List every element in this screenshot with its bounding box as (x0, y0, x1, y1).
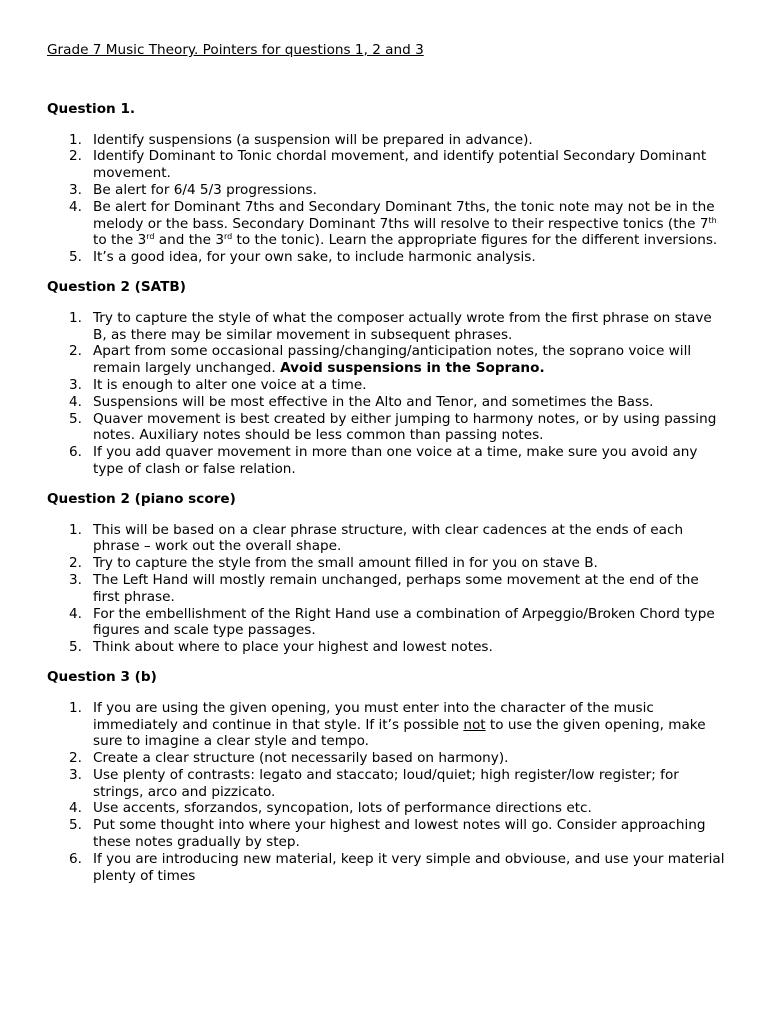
list-item (47, 555, 728, 572)
list-item-number: 1. (69, 131, 82, 148)
text-run: This will be based on a clear phrase structure, with clear cadences at the ends of each phrase – work out the overall shape. (93, 521, 684, 555)
text-run: Put some thought into where your highest and lowest notes will go. Consider approaching these notes gradually by step. (93, 817, 706, 851)
list-item-text (93, 411, 716, 444)
section-heading: Question 1. (47, 100, 136, 117)
superscript-text: rd (223, 232, 233, 242)
list-item-text (93, 199, 717, 249)
list-item-text (93, 851, 725, 884)
text-run: If you are introducing new material, keep it very simple and obviouse, and use your material plenty of times (93, 850, 725, 884)
superscript-text: rd (146, 232, 155, 242)
text-run: Be alert for 6/4 5/3 progressions. (93, 181, 317, 198)
text-run: Use accents, sforzandos, syncopation, lots of performance directions etc. (93, 800, 592, 817)
list-item-number: 1. (69, 521, 82, 538)
list-item (47, 132, 728, 149)
list-item-number: 1. (69, 699, 82, 716)
text-run: Identify suspensions (a suspension will be prepared in advance). (93, 131, 533, 148)
text-run: If you add quaver movement in more than one voice at a time, make sure you avoid any type of clash or false relation. (93, 444, 698, 477)
list-item-text (93, 767, 679, 800)
underlined-text: not (463, 716, 486, 733)
text-run: Suspensions will be most effective in the Alto and Tenor, and sometimes the Bass. (93, 393, 654, 410)
list-item-number: 6. (69, 850, 82, 867)
list-item-text (93, 522, 683, 555)
section-heading: Question 3 (b) (47, 668, 157, 685)
text-run: and the 3 (154, 232, 224, 249)
list-item-number: 3. (69, 766, 82, 783)
list-item (47, 767, 728, 801)
list-item-number: 5. (69, 639, 82, 656)
list-item (47, 199, 728, 249)
list-item-text (93, 817, 706, 850)
list-item-text (93, 182, 317, 198)
list-item (47, 377, 728, 394)
list-item-text (93, 572, 699, 605)
list-item (47, 411, 728, 445)
list-item-number: 2. (69, 750, 82, 767)
list-item (47, 750, 728, 767)
list-item-text (93, 639, 493, 655)
list-item-text (93, 343, 691, 376)
text-run: It is enough to alter one voice at a time. (93, 376, 367, 393)
section-heading: Question 2 (SATB) (47, 278, 186, 295)
text-run: For the embellishment of the Right Hand use a combination of Arpeggio/Broken Chord type figures and scale type passages. (93, 605, 715, 639)
list-item (47, 572, 728, 606)
list-item-number: 2. (69, 148, 82, 165)
list-item (47, 343, 728, 377)
list-item-text (93, 310, 712, 343)
list-item (47, 394, 728, 411)
list-item-text (93, 800, 592, 816)
list-item (47, 444, 728, 478)
list-item-number: 4. (69, 800, 82, 817)
list-item-number: 5. (69, 817, 82, 834)
text-run: Try to capture the style from the small amount filled in for you on stave B. (93, 555, 598, 572)
list-item-number: 4. (69, 393, 82, 410)
list-item (47, 249, 728, 266)
text-run: Apart from some occasional passing/changing/anticipation notes, the soprano voice will remain largely unchanged. (93, 343, 692, 377)
list-item-number: 4. (69, 198, 82, 215)
text-run: Try to capture the style of what the composer actually wrote from the first phrase on stave B, as there may be similar movement in subsequent phrases. (93, 309, 712, 343)
text-run: It’s a good idea, for your own sake, to include harmonic analysis. (93, 249, 536, 266)
text-run: Use plenty of contrasts: legato and staccato; loud/quiet; high register/low register; for strings, arco and pizzicato. (93, 766, 679, 800)
list-item (47, 851, 728, 885)
list-item (47, 800, 728, 817)
list-item-text (93, 555, 598, 571)
numbered-list (47, 700, 728, 885)
section-heading: Question 2 (piano score) (47, 490, 236, 507)
list-item-text (93, 394, 654, 410)
list-item-text (93, 606, 715, 639)
list-item-number: 2. (69, 343, 82, 360)
list-item (47, 639, 728, 656)
list-item-text (93, 700, 706, 750)
list-item-text (93, 750, 508, 766)
list-item-text (93, 132, 533, 148)
text-run: to the tonic). Learn the appropriate figures for the different inversions. (232, 232, 718, 249)
list-item-text (93, 444, 697, 477)
list-item-number: 2. (69, 555, 82, 572)
list-item-number: 3. (69, 571, 82, 588)
text-run: to the 3 (93, 232, 147, 249)
list-item (47, 817, 728, 851)
list-item-number: 5. (69, 249, 82, 266)
list-item (47, 148, 728, 182)
superscript-text: th (708, 215, 717, 225)
document-title: Grade 7 Music Theory. Pointers for questions 1, 2 and 3 (47, 42, 424, 58)
numbered-list (47, 310, 728, 478)
bold-text: Avoid suspensions in the Soprano. (280, 360, 545, 377)
list-item (47, 310, 728, 344)
list-item-text (93, 249, 536, 265)
list-item-number: 4. (69, 605, 82, 622)
text-run: Think about where to place your highest and lowest notes. (93, 639, 493, 656)
text-run: Create a clear structure (not necessarily based on harmony). (93, 750, 509, 767)
list-item-text (93, 377, 367, 393)
sections-container (47, 101, 728, 885)
numbered-list (47, 132, 728, 266)
text-run: Identify Dominant to Tonic chordal movement, and identify potential Secondary Dominant movement. (93, 148, 707, 182)
text-run: Quaver movement is best created by either jumping to harmony notes, or by using passing notes. Auxiliary notes should be less common than passing notes. (93, 410, 717, 444)
list-item (47, 522, 728, 556)
text-run: Be alert for Dominant 7ths and Secondary Dominant 7ths, the tonic note may not be in the melody or the bass. Secondary Dominant 7ths will resolve to their respective tonics (the 7 (93, 198, 715, 232)
list-item-number: 1. (69, 309, 82, 326)
text-run: If you are using the given opening, you must enter into the character of the music immediately and continue in that style. If it’s possible (93, 699, 654, 733)
list-item (47, 606, 728, 640)
list-item-text (93, 148, 706, 181)
text-run: to use the given opening, make sure to imagine a clear style and tempo. (93, 716, 706, 750)
numbered-list (47, 522, 728, 656)
list-item (47, 182, 728, 199)
list-item (47, 700, 728, 750)
text-run: The Left Hand will mostly remain unchanged, perhaps some movement at the end of the first phrase. (93, 571, 699, 605)
list-item-number: 6. (69, 444, 82, 461)
list-item-number: 3. (69, 181, 82, 198)
list-item-number: 5. (69, 410, 82, 427)
list-item-number: 3. (69, 376, 82, 393)
